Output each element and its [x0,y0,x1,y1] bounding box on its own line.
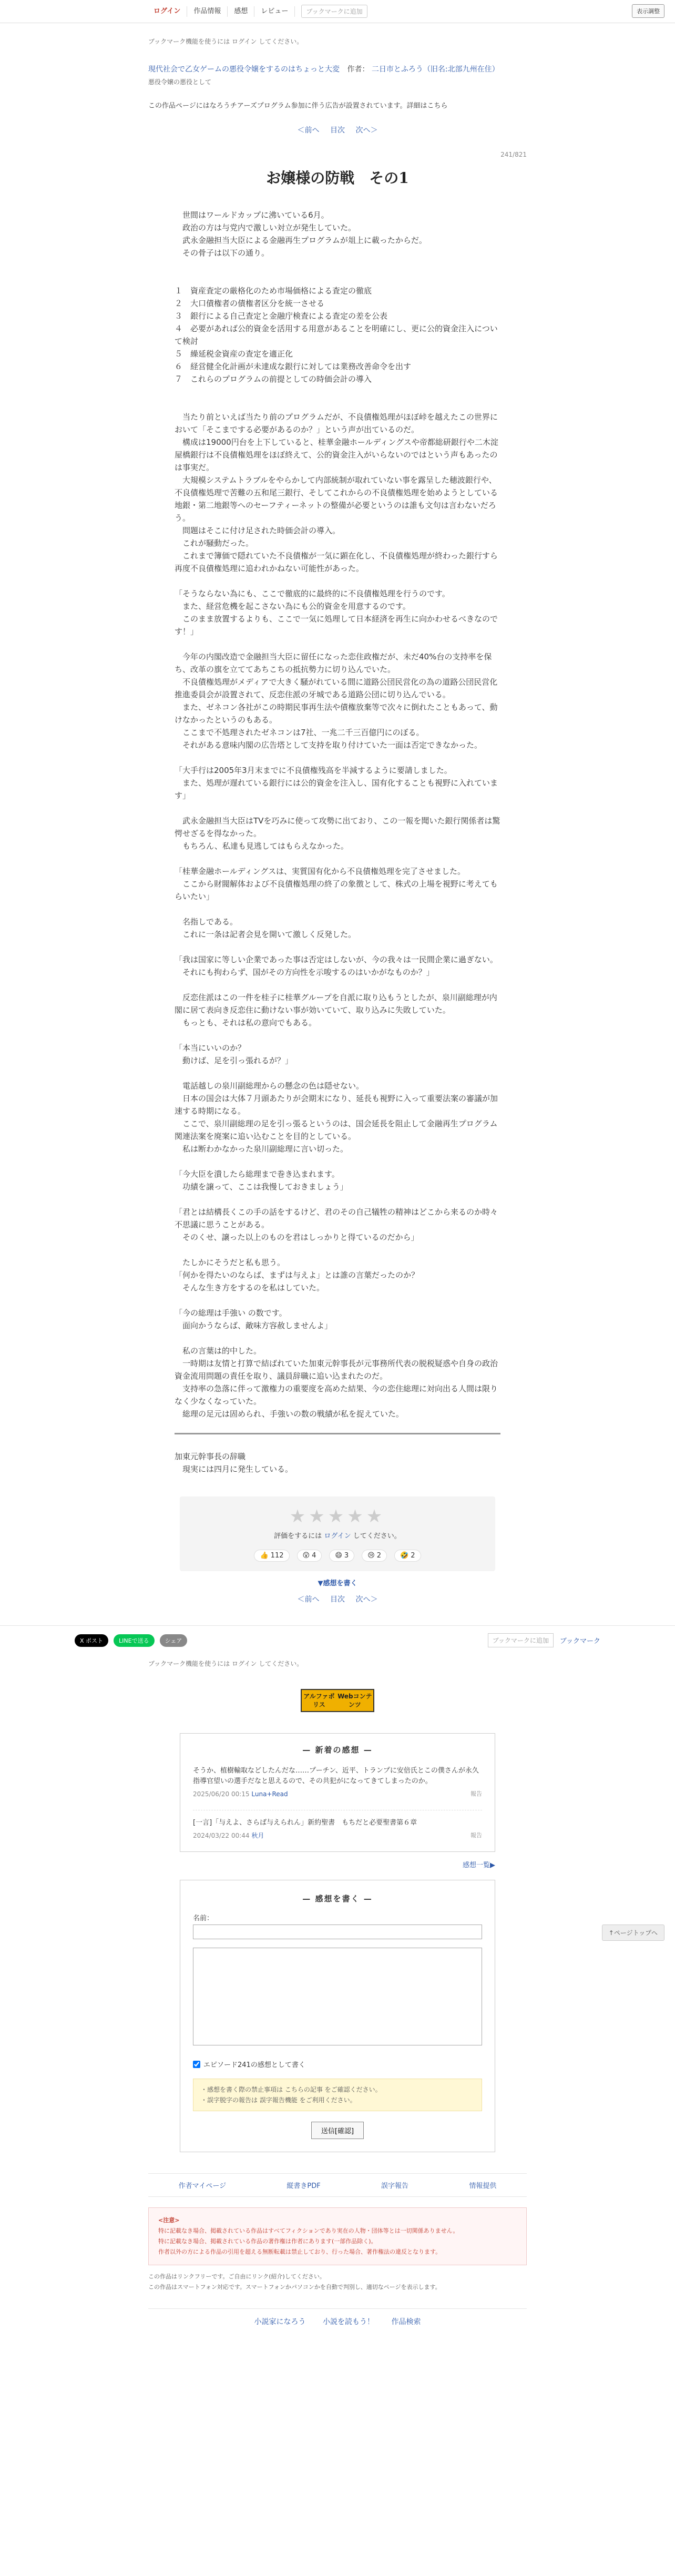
review-list [193,1766,482,1841]
toc-link-bottom[interactable]: 目次 [330,1595,345,1604]
body-line: ここまで不処理されたゼネコンは7社、一兆二千三百億円にのぼる。 [175,728,424,737]
alphapolis-banner[interactable] [301,1689,374,1712]
bottom-nav [148,2173,527,2197]
body-paragraph [175,1080,500,1155]
line-share-button[interactable]: LINEで送る [114,1634,155,1647]
body-line: 政治の方は与党内で激しい対立が発生していた。 [175,223,356,232]
reaction-button[interactable] [362,1550,387,1562]
share-right [488,1633,600,1647]
rating-note-pre: 評価をするには [274,1532,324,1540]
x-post-button[interactable]: X ポスト [75,1634,108,1647]
episode-checkbox[interactable] [193,2061,200,2068]
author-label: 作者： [347,65,370,74]
body-line: １ 資産査定の厳格化のため市場価格による査定の徹底 [175,286,372,296]
work-title[interactable]: 現代社会で乙女ゲームの悪役令嬢をするのはちょっと大変 [148,65,340,74]
site-link-narou[interactable]: 小説家になろう [254,2318,306,2326]
review-author[interactable]: Luna+Read [251,1790,288,1798]
impression-textarea[interactable] [193,1948,482,2045]
body-paragraph [175,1168,500,1193]
body-line: そんな生き方をするのを私はしていた。 [175,1283,325,1292]
body-line: 世間はワールドカップに沸いている6月。 [175,210,329,220]
pager-bottom [0,1594,675,1604]
body-line: 日本の国会は大体７月頭あたりが会期末になり、延長も視野に入って重要法案の審議が加速する時期になる。 [175,1094,498,1116]
reaction-row [180,1550,495,1562]
notice-line-2: ・誤字脱字の報告は 誤字報告機能 をご利用ください。 [201,2096,356,2104]
body-line: それがある意味内閣の広告塔として支持を取り付けていた一面は否定できなかった。 [175,740,483,750]
nav-reviews[interactable]: レビュー [254,6,295,17]
top-bar [0,0,675,23]
foot-notes [148,2272,527,2293]
body-line [175,398,500,411]
rating-login-note [180,1530,495,1540]
reaction-emoji-icon: 😲 [302,1552,310,1560]
body-line: 武永金融担当大臣はTVを巧みに使って攻勢に出ており、この一報を聞いた銀行関係者は驚愕せざるを得なかった。 [175,816,500,838]
afterword-line: 加東元幹事長の辞職 [175,1452,246,1461]
body-line: ５ 繰延税金資産の査定を適正化 [175,349,293,359]
ad-note: この作品ページにはなろうチアーズプログラム参加に伴う広告が設置されています。詳細はこちら [148,102,448,110]
review-meta [193,1789,482,1799]
afterword-divider [175,1433,500,1434]
banner-text: Webコンテンツ [338,1693,372,1708]
body-line: ここで、泉川副総理の足を引っ張るというのは、国会延長を阻止して金融再生プログラム関連法案を廃案に追い込むことを目的としている。 [175,1119,498,1141]
body-paragraph [175,587,500,638]
prev-link-bottom[interactable]: ＜前へ [297,1595,320,1604]
caution-line: 特に記載なき場合、掲載されている作品の著作権は作者にあります(一部作品除く)。 [158,2238,377,2245]
body-line: そのくせ、譲った以上のものを君はしっかりと得ているのだから」 [175,1233,419,1242]
review-text: そうか、植樹輸取などしたんだな……プーチン、近平、トランプに安倍氏とこの僕さんが永久指導官望いの選手だなと思えるので、その共犯がになってきてしまったのか。 [193,1767,479,1785]
body-line: 「そうならない為にも、ここで徹底的に最終的に不良債権処理を行うのです。 [175,589,450,598]
nav-login[interactable]: ログイン [147,6,187,17]
site-link-search[interactable]: 作品検索 [391,2318,421,2326]
body-line: 「君とは結構長くこの手の話をするけど、君のその自己犠牲の精神はどこから来るのか時々不思議に思うことがある。 [175,1207,498,1229]
body-line: 反恋住派はこの一件を桂子に桂華グループを自派に取り込もうとしたが、泉川副総理が内閣に居て表向き反恋住に動けない事が効いていて、取り込みに失敗していた。 [175,993,497,1015]
body-paragraph [175,1206,500,1244]
body-paragraph [175,1307,500,1332]
body-line: もちろん、私達も見逃してはもらえなかった。 [175,841,349,851]
body-line: 私の言葉は的中した。 [175,1346,262,1356]
caution-line: 特に記載なき場合、掲載されている作品はすべてフィクションであり実在の人物・団体等とは一切関係ありません。 [158,2227,459,2234]
rating-box [180,1496,495,1571]
write-review-toggle[interactable]: ▼感想を書く [318,1580,357,1587]
body-paragraph [175,814,500,852]
submit-button[interactable]: 送信[確認] [311,2122,364,2139]
body-paragraph [175,991,500,1029]
body-paragraph [175,1256,500,1294]
reaction-emoji-icon: 😄 [335,1552,342,1560]
review-author[interactable]: 秋月 [251,1832,264,1839]
recent-reviews-title: — 新着の感想 — [302,1745,373,1755]
body-line: ３ 銀行による自己査定と金融庁検査による査定の差を公表 [175,311,388,321]
foot-note-line: この作品はスマートフォン対応です。スマートフォンかパソコンかを自動で判別し、適切なページを表示します。 [148,2284,441,2290]
body-line: ７ これらのプログラムの前提としての時価会計の導入 [175,374,372,384]
body-paragraph [175,953,500,979]
body-line: 問題はそこに付け足された時価会計の導入。 [175,526,341,535]
reaction-emoji-icon: 🤣 [400,1552,409,1560]
body-line: 大規模システムトラブルをやらかして内部統制が取れていない事を露呈した穂波銀行や、不良債権処理で苦難の五和尾三銀行、そしてこれからの不良債権処理を始めようとしている地銀・第二地銀等へのセーフティーネットの整備が必要というのは誰も文句は言わないだろう。 [175,475,498,523]
episode-checkbox-label: エピソード241の感想として書く [203,2061,305,2069]
review-text: [一言]「与えよ、さらば与えられん」新約聖書 もちだと必要聖書第６章 [193,1819,417,1827]
body-line: 一時期は友情と打算で結ばれていた加東元幹事長が元事務所代表の脱税疑惑や自身の政治資金流用問題の責任を取り、議員辞職に追い込まれたのだ。 [175,1359,498,1381]
bookmark-add-button[interactable]: ブックマークに追加 [488,1633,554,1647]
rating-stars[interactable]: ★★★★★ [289,1506,386,1527]
body-line: 当たり前といえば当たり前のプログラムだが、不良債権処理がほぼ峠を越えたこの世界において「そこまでする必要があるのか？」という声が出ているのだ。 [175,412,498,434]
lower-bookmark-note: ブックマーク機能を使うには ログイン してください。 [148,1660,303,1667]
rating-login-link[interactable]: ログイン [324,1532,351,1540]
body-paragraph [175,272,500,385]
body-line: 名指しである。 [175,917,238,926]
body-line: 構成は19000円台を上下していると、桂華金融ホールディングスや帝都総研銀行や二木淀屋橋銀行は不良債権処理をほぼ終えて、公的資金注入がいらないのではという声もあったのは事実だ。 [175,437,498,472]
body-line: それにも拘わらず、国がその方向性を示唆するのはいかがなものか？」 [175,968,434,977]
body-line: 「我は国家に等しい企業であった事は否定はしないが、今の我々は一民間企業に過ぎない。 [175,955,498,964]
review-meta [193,1830,482,1841]
body-line: ここから財閥解体および不良債権処理の終了の象徴として、株式の上場を視野に考えてもらいたい」 [175,879,498,901]
body-line: 総理の足元は固められ、手強いの数の戦績が私を捉えていた。 [175,1409,404,1419]
chapter-name: 悪役令嬢の悪役として [148,78,212,86]
author-mypage-link[interactable]: 作者マイページ [178,2182,227,2190]
caution-line: 作者以外の方による作品の引用を超える無断転載は禁止しており、行った場合、著作権法の違反となります。 [158,2248,442,2255]
nav-work-info[interactable]: 作品情報 [187,6,228,17]
body-line: 不良債権処理がメディアで大きく騒がれている間に道路公団民営化の為の道路公団民営化推進委員会が設置されて、反恋住派の牙城である道路公団に切り込んでいる。 [175,677,498,699]
body-line: 動けば、足を引っ張れるが？」 [175,1056,293,1065]
body-line: これが騒動だった。 [175,538,254,548]
body-line: もっとも、それは私の意向でもある。 [175,1018,317,1027]
form-notice [193,2079,482,2111]
body-line: 面向かうならば、敵味方容赦しませんよ」 [175,1321,333,1330]
write-impression-form [180,1880,495,2152]
bookmark-button[interactable]: ブックマークに追加 [301,5,367,18]
name-label: 名前： [193,1915,214,1922]
bookmark-login-note: ブックマーク機能を使うには ログイン してください。 [148,38,303,45]
review-item [193,1810,482,1841]
work-line [148,64,527,74]
typo-report-link[interactable]: 誤字報告 [381,2182,409,2190]
body-line: 功績を譲って、ここは我慢しておきましょう」 [175,1182,348,1192]
body-paragraph [175,915,500,941]
reaction-emoji-icon: 👍 [260,1552,269,1560]
reaction-emoji-icon: 😢 [367,1552,375,1560]
name-input[interactable] [193,1925,482,1939]
body-line: ６ 経営健全化計画が未達成な銀行に対しては業務改善命令を出す [175,362,412,371]
body-line: ２ 大口債権者の債権者区分を統一させる [175,299,325,308]
body-line: 「本当にいいのか？ [175,1043,246,1053]
recent-reviews [180,1733,495,1852]
body-paragraph [175,650,500,751]
body-line: これに一条は記者会見を開いて激しく反発した。 [175,930,356,939]
vertical-pdf-link[interactable]: 縦書きPDF [287,2182,321,2190]
notice-line-1: ・感想を書く際の禁止事項は こちらの記事 をご確認ください。 [201,2086,382,2093]
write-form-title: — 感想を書く — [302,1894,373,1903]
reaction-button[interactable] [254,1550,289,1562]
work-author[interactable]: 二日市とふろう（旧名:北部九州在住） [371,65,499,74]
site-link-yomou[interactable]: 小説を読もう！ [323,2318,374,2326]
toc-link[interactable]: 目次 [330,126,345,135]
caution-box [148,2207,527,2265]
prev-link[interactable]: ＜前へ [297,126,320,135]
body-line: 武永金融担当大臣による金融再生プログラムが俎上に載ったからだ。 [175,236,427,245]
episode-counter: 241/821 [500,151,527,158]
body-line: 「今大臣を潰したら総理まで巻き込まれます。 [175,1169,340,1179]
reaction-count: 2 [411,1552,415,1560]
reaction-button[interactable] [329,1550,354,1562]
pager-top [148,125,527,135]
review-report-link[interactable]: 報告 [471,1832,482,1839]
afterword-line: 現実には四月に発生している。 [175,1464,293,1474]
next-link-bottom[interactable]: 次へ＞ [355,1595,378,1604]
body-line: その骨子は以下の通り。 [175,248,270,258]
rating-note-post: してください。 [351,1532,401,1540]
reaction-button[interactable] [297,1550,322,1562]
page-top-button[interactable]: ↑ページトップへ [602,1925,664,1941]
body-paragraph [175,209,500,259]
foot-note-line: この作品はリンクフリーです。ご自由にリンク(紹介)してください。 [148,2273,325,2280]
body-paragraph [175,398,500,575]
top-nav [147,6,295,17]
body-line: また、処理が遅れている銀行には公的資金を注入し、国有化することも視野に入れています」 [175,778,498,800]
body-line: 「今の総理は手強い の数です。 [175,1308,287,1318]
episode-checkbox-row [193,2059,482,2069]
body-paragraph [175,1042,500,1067]
body-line: 今年の内閣改造で金融担当大臣に留任になった恋住政権だが、未だ40%台の支持率を保ち、改革の旗を立ててあちこちの抵抗勢力に切り込んでいた。 [175,652,492,674]
afterword [175,1450,500,1475]
reaction-count: 2 [376,1552,382,1560]
body-line: これまで簿価で隠れていた不良債権が一気に顕在化し、不良債権処理が終わった銀行すら再度不良債権処理に追われかねない可能性があった。 [175,551,498,573]
body-paragraph [175,1345,500,1420]
nav-impressions[interactable]: 感想 [228,6,254,17]
body-line: ４ 必要があれば公的資金を活用する用意があることを明確にし、更に公的資金注入について検討 [175,324,498,346]
body-line: 「何かを得たいのならば、まずは与えよ」とは誰の言葉だったのか？ [175,1270,420,1280]
share-row [75,1626,600,1647]
body-line: 私は断わかなかった泉川副総理に言い切った。 [175,1144,349,1154]
body-line: また、ゼネコン各社がこの時期民事再生法や債権放棄等で次々に倒れたこともあって、動けなかったというのもある。 [175,702,498,725]
body-line: また、経営危機を起こさない為にも公的資金を用意するのです。 [175,602,411,611]
review-report-link[interactable]: 報告 [471,1790,482,1797]
bookmark-list-link[interactable]: ブックマーク [559,1637,600,1645]
banner-text: アルファポリス [303,1693,335,1708]
caution-head: <注意> [158,2217,180,2224]
body-paragraph [175,764,500,802]
next-link[interactable]: 次へ＞ [355,126,378,135]
reaction-count: 4 [312,1552,316,1560]
share-button[interactable]: シェア [160,1634,188,1647]
body-line: このまま放置するよりも、ここで一気に処理して日本経済を再生に向かわせるべきなのです！」 [175,614,498,636]
reaction-button[interactable] [394,1550,421,1562]
body-paragraph [175,865,500,903]
body-line: たしかにそうだと私も思う。 [175,1258,285,1267]
body-line: 「大手行は2005年3月末までに不良債権残高を半減するように要請しました。 [175,766,452,775]
info-report-link[interactable]: 情報提供 [469,2182,497,2190]
review-date: 2024/03/22 00:44 [193,1832,250,1839]
episode-title: お嬢様の防戦 その1 [266,169,409,187]
body-line: 「桂華金融ホールディングスは、実質国有化から不良債権処理を完了させました。 [175,867,466,876]
body-line [175,272,500,284]
reviews-more-link[interactable]: 感想一覧▶ [463,1861,495,1869]
body-line: 支持率の急落に伴って激権力の重要度を高めた結果、今の恋住総理に対向出る人間は限りなく少なくなっていた。 [175,1384,498,1406]
review-item [193,1766,482,1799]
display-settings-button[interactable]: 表示調整 [632,4,664,18]
episode-body [175,209,500,1420]
site-links [148,2308,527,2327]
reaction-count: 3 [344,1552,349,1560]
body-line: 電話越しの泉川副総理からの懸念の色は隠せない。 [175,1081,364,1091]
review-date: 2025/06/20 00:15 [193,1790,250,1798]
reaction-count: 112 [270,1552,284,1560]
